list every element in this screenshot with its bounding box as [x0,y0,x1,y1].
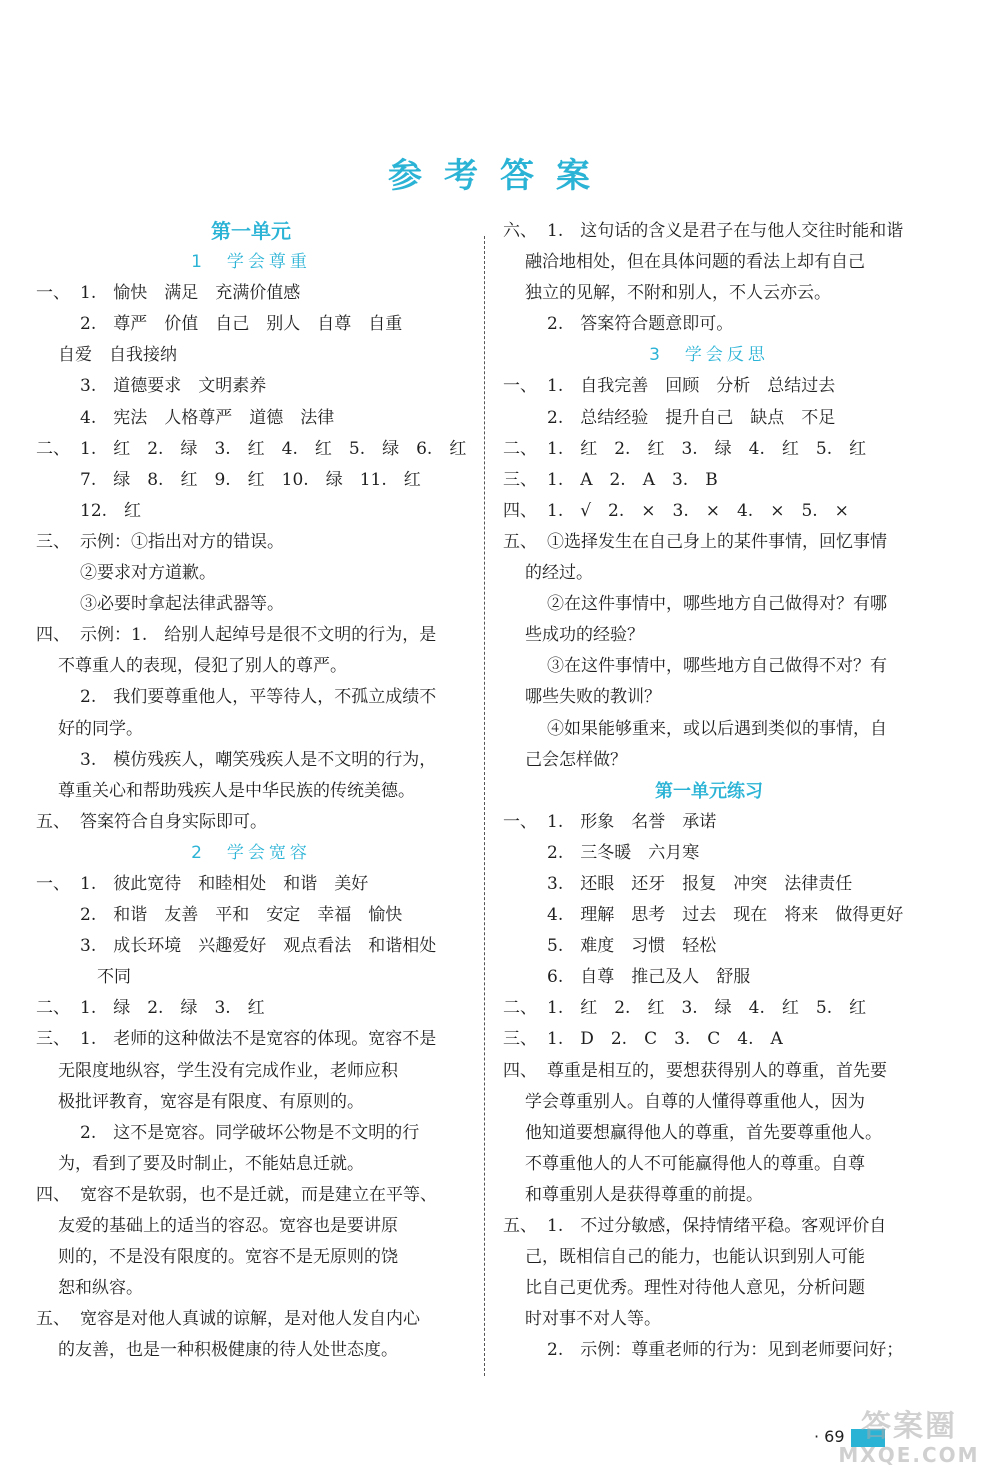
answer-line [36,993,466,1024]
answer-line [36,496,466,527]
question-marker: 三、 [503,1029,537,1050]
question-marker: 三、 [36,1029,70,1050]
answer-text: 5. 难度 习惯 轻松 [547,936,717,957]
answer-line [36,931,466,962]
answer-text: 哪些失败的教训？ [525,687,661,708]
answer-line [503,1149,915,1180]
answer-text: 好的同学。 [58,718,143,739]
answer-line [503,1118,915,1149]
question-marker: 二、 [36,998,70,1019]
answer-line [36,465,466,496]
answer-text: 1. 形象 名誉 承诺 [547,811,717,832]
answer-text: 2. 尊严 价值 自己 别人 自尊 自重 [80,314,403,335]
answer-line [503,527,915,558]
answer-line [503,371,915,402]
answer-text: ④如果能够重来，或以后遇到类似的事情，自 [547,718,887,739]
answer-text: 为，看到了要及时制止，不能姑息迁就。 [58,1153,364,1174]
answer-line [503,993,915,1024]
answer-line [36,1118,466,1149]
answer-line [503,1335,915,1366]
answer-line [503,1304,915,1335]
answer-line [36,869,466,900]
answer-line [36,558,466,589]
answer-line [503,403,915,434]
watermark-logo [824,1410,994,1470]
lesson-heading: 3 学会反思 [649,345,769,366]
answer-line [36,1149,466,1180]
answer-text: 2. 这不是宽容。同学破坏公物是不文明的行 [80,1122,420,1143]
answer-line [503,714,915,745]
answer-text: 己会怎样做？ [525,749,627,770]
answer-line [503,620,915,651]
answer-line [503,309,915,340]
answer-text: 不尊重人的表现，侵犯了别人的尊严。 [58,656,347,677]
answer-line [36,807,466,838]
answer-text: 示例：①指出对方的错误。 [80,531,284,552]
answer-text: 不尊重他人的人不可能赢得他人的尊重。自尊 [525,1153,865,1174]
answer-text: 2. 三冬暖 六月寒 [547,842,700,863]
answer-line [36,527,466,558]
answer-text: 不同 [80,967,131,988]
answer-text: 1. √ 2. × 3. × 4. × 5. × [547,500,849,521]
answer-line [36,745,466,776]
answer-line [36,371,466,402]
answer-line [503,838,915,869]
question-marker: 五、 [36,811,70,832]
section-heading: 第一单元 [211,219,291,243]
answer-text: 己，既相信自己的能力，也能认识到别人可能 [525,1247,865,1268]
answer-text: 的经过。 [525,563,593,584]
answer-text: 2. 总结经验 提升自己 缺点 不足 [547,407,836,428]
answer-text: 友爱的基础上的适当的容忍。宽容也是要讲原 [58,1216,398,1236]
answer-text: 时对事不对人等。 [525,1309,661,1330]
question-marker: 五、 [503,1216,537,1236]
answer-line [36,682,466,713]
answer-line [503,247,915,278]
answer-line [36,1056,466,1087]
answer-line [503,682,915,713]
question-marker: 二、 [503,438,537,459]
question-marker: 一、 [36,873,70,894]
question-marker: 四、 [503,500,537,521]
answer-text: 6. 自尊 推己及人 舒服 [547,967,751,988]
answer-line [503,465,915,496]
page-number-text: · 69 [814,1427,845,1446]
lesson-heading: 1 学会尊重 [191,252,311,273]
question-marker: 五、 [36,1309,70,1330]
answer-line [36,1087,466,1118]
answer-line [503,931,915,962]
answer-text: 1. D 2. C 3. C 4. A [547,1029,783,1050]
answer-text: 7. 绿 8. 红 9. 红 10. 绿 11. 红 [80,469,421,490]
answer-text: 比自己更优秀。理性对待他人意见，分析问题 [525,1278,865,1299]
answer-text: 尊重是相互的，要想获得别人的尊重，首先要 [547,1060,887,1081]
answer-text: 12. 红 [80,500,142,521]
answer-line [503,1180,915,1211]
answer-text: 宽容不是软弱，也不是迁就，而是建立在平等、 [80,1184,437,1205]
left-column [36,216,466,1366]
answer-text: 1. 彼此宽待 和睦相处 和谐 美好 [80,873,369,894]
answer-text: ③必要时拿起法律武器等。 [80,594,284,615]
answer-line [36,1304,466,1335]
answer-text: 的友善，也是一种积极健康的待人处世态度。 [58,1340,398,1361]
question-marker: 一、 [36,283,70,304]
answer-line [503,278,915,309]
answer-line [503,1242,915,1273]
answer-text: 他知道要想赢得他人的尊重，首先要尊重他人。 [525,1122,882,1143]
answer-line [503,807,915,838]
page-title: 参考答案 [388,156,612,196]
question-marker: 三、 [36,531,70,552]
answer-line [36,403,466,434]
question-marker: 三、 [503,469,537,490]
question-marker: 四、 [36,625,70,646]
answer-line [36,434,466,465]
answer-text: 宽容是对他人真诚的谅解，是对他人发自内心 [80,1309,420,1330]
answer-line [503,1273,915,1304]
answer-text: ③在这件事情中，哪些地方自己做得不对？有 [547,656,887,677]
answer-text: 4. 宪法 人格尊严 道德 法律 [80,407,335,428]
lesson-heading: 2 学会宽容 [191,842,311,863]
answer-text: 恕和纵容。 [58,1278,143,1299]
answer-line [503,1024,915,1055]
answer-line [36,1242,466,1273]
section-heading: 第一单元练习 [655,780,763,802]
answer-line [503,962,915,993]
question-marker: 一、 [503,376,537,397]
answer-text: 和尊重别人是获得尊重的前提。 [525,1184,763,1205]
answer-text: 3. 模仿残疾人，嘲笑残疾人是不文明的行为， [80,749,437,770]
answer-text: 无限度地纵容，学生没有完成作业，老师应积 [58,1060,398,1081]
answer-text: 2. 示例：尊重老师的行为：见到老师要问好； [547,1340,904,1361]
answer-text: 1. 红 2. 红 3. 绿 4. 红 5. 红 [547,438,867,459]
question-marker: 二、 [503,998,537,1019]
answer-line [503,589,915,620]
answer-text: 自爱 自我接纳 [58,345,177,366]
question-marker: 六、 [503,221,537,241]
answer-text: 尊重关心和帮助残疾人是中华民族的传统美德。 [58,780,415,801]
answer-text: 1. 老师的这种做法不是宽容的体现。宽容不是 [80,1029,437,1050]
answer-text: 1. 绿 2. 绿 3. 红 [80,998,265,1019]
answer-text: ①选择发生在自己身上的某件事情，回忆事情 [547,531,887,552]
answer-text: 3. 成长环境 兴趣爱好 观点看法 和谐相处 [80,936,437,957]
answer-line [503,1087,915,1118]
answer-line [36,278,466,309]
answer-line [36,589,466,620]
answer-line [36,714,466,745]
answer-line [503,558,915,589]
answer-text: 学会尊重别人。自尊的人懂得尊重他人，因为 [525,1091,865,1112]
answer-text: 则的，不是没有限度的。宽容不是无原则的饶 [58,1247,398,1268]
answer-line [503,1211,915,1242]
watermark-line2: MXQE.COM [838,1443,980,1467]
answer-text: 1. 红 2. 红 3. 绿 4. 红 5. 红 [547,998,867,1019]
answer-text: 1. 愉快 满足 充满价值感 [80,283,301,304]
answer-line [503,651,915,682]
answer-text: 些成功的经验？ [525,625,644,646]
answer-line [503,434,915,465]
answer-line [503,900,915,931]
answer-line [36,651,466,682]
answer-line [36,1335,466,1366]
question-marker: 四、 [36,1184,70,1205]
answer-line [503,216,915,247]
answer-line [36,340,466,371]
answer-text: 1. 自我完善 回顾 分析 总结过去 [547,376,836,397]
question-marker: 一、 [503,811,537,832]
question-marker: 五、 [503,531,537,552]
answer-line [36,1024,466,1055]
answer-text: 答案符合自身实际即可。 [80,811,267,832]
answer-line [36,620,466,651]
answer-text: 示例：1. 给别人起绰号是很不文明的行为，是 [80,625,437,646]
answer-line [503,869,915,900]
answer-text: ②在这件事情中，哪些地方自己做得对？有哪 [547,594,887,615]
answer-line [36,776,466,807]
answer-text: 1. 不过分敏感，保持情绪平稳。客观评价自 [547,1216,887,1236]
answer-text: 1. A 2. A 3. B [547,469,718,490]
question-marker: 二、 [36,438,70,459]
answer-line [36,1180,466,1211]
answer-line [503,745,915,776]
right-column [503,216,915,1366]
answer-text: 极批评教育，宽容是有限度、有原则的。 [58,1091,364,1112]
answer-text: 1. 这句话的含义是君子在与他人交往时能和谐 [547,221,904,241]
answer-line [503,496,915,527]
column-divider [484,236,485,1376]
answer-line [36,1273,466,1304]
question-marker: 四、 [503,1060,537,1081]
answer-line [36,1211,466,1242]
answer-text: 2. 答案符合题意即可。 [547,314,734,335]
answer-text: 1. 红 2. 绿 3. 红 4. 红 5. 绿 6. 红 [80,438,467,459]
answer-text: 3. 还眼 还牙 报复 冲突 法律责任 [547,873,853,894]
answer-text: 2. 和谐 友善 平和 安定 幸福 愉快 [80,905,403,926]
answer-text: 2. 我们要尊重他人，平等待人，不孤立成绩不 [80,687,437,708]
answer-line [36,900,466,931]
answer-line [36,962,466,993]
answer-text: 4. 理解 思考 过去 现在 将来 做得更好 [547,905,904,926]
answer-line [503,1056,915,1087]
answer-text: 融洽地相处，但在具体问题的看法上却有自己 [525,252,865,273]
answer-text: ②要求对方道歉。 [80,563,216,584]
answer-line [36,309,466,340]
answer-text: 独立的见解，不附和别人，不人云亦云。 [525,283,831,304]
watermark-line1: 答案圈 [861,1409,957,1444]
answer-text: 3. 道德要求 文明素养 [80,376,267,397]
